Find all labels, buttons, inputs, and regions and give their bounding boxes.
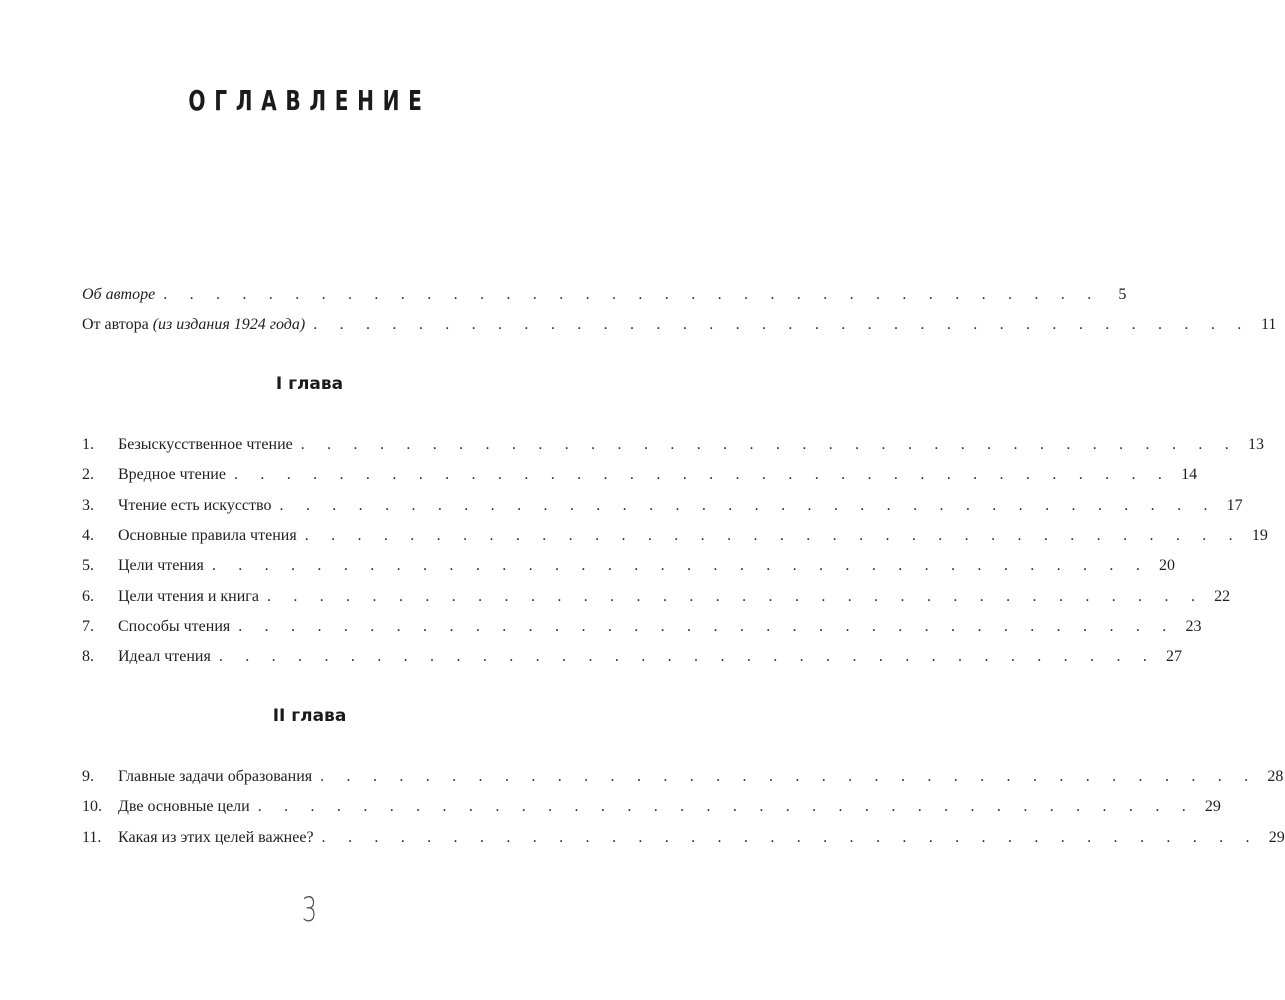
toc-leader-dots: . . . . . . . . . . . . . . . . . . . . . . . . . . . . . . . . . . . . (266, 587, 1205, 605)
chapter-heading-2: II глава (272, 706, 347, 726)
toc-page-number: 13 (1247, 436, 1264, 453)
toc-entry-number: 11. (82, 828, 102, 846)
toc-page-number: 14 (1181, 466, 1198, 484)
toc-entry-title: Основные правила чтения (118, 526, 297, 544)
page-number: 3 (301, 890, 318, 930)
toc-entry-number: 3. (82, 496, 94, 514)
toc-entry[interactable] (82, 434, 1264, 456)
toc-page-number: 17 (1226, 496, 1243, 514)
toc-entry-number: 8. (82, 648, 94, 666)
toc-entry-title: Безыскусственное чтение (118, 436, 293, 453)
toc-leader-dots: . . . . . . . . . . . . . . . . . . . . . . . . . . . . . . . . . . . . (304, 526, 1242, 544)
toc-leader-dots: . . . . . . . . . . . . . . . . . . . . . . . . . . . . . . . . . . . . (313, 316, 1251, 333)
toc-page-number: 19 (1251, 526, 1268, 544)
toc-entry-title: Идеал чтения (118, 648, 211, 666)
toc-leader-dots: . . . . . . . . . . . . . . . . . . . . . . . . . . . . . . . . . . . . (320, 768, 1258, 785)
toc-entry[interactable] (82, 525, 1268, 547)
toc-entry[interactable] (82, 464, 1198, 486)
toc-entry[interactable] (82, 766, 1284, 788)
chapter-heading-1: I глава (275, 374, 344, 394)
toc-entry-title: Цели чтения и книга (118, 587, 259, 605)
toc-entry[interactable] (82, 586, 1231, 608)
toc-entry-number: 1. (82, 436, 94, 453)
toc-leader-dots: . . . . . . . . . . . . . . . . . . . . . . . . . . . . . . . . . . . . (218, 648, 1157, 666)
toc-leader-dots: . . . . . . . . . . . . . . . . . . . . . . . . . . . . . . . . . . . . (211, 557, 1150, 575)
toc-entry[interactable] (82, 827, 1285, 849)
toc-page-number: 23 (1185, 617, 1202, 635)
toc-page-number: 28 (1267, 768, 1284, 785)
toc-entry-number: 5. (82, 557, 94, 575)
toc-leader-dots: . . . . . . . . . . . . . . . . . . . . . . . . . . . . . . . . . . . . (238, 617, 1176, 635)
toc-page-number: 20 (1159, 557, 1176, 575)
toc-page-number: 27 (1166, 648, 1183, 666)
toc-entry[interactable] (82, 646, 1183, 668)
toc-page-number: 22 (1214, 587, 1231, 605)
toc-entry-title: Какая из этих целей важнее? (118, 828, 314, 846)
toc-entry-number: 4. (82, 526, 94, 544)
toc-page-number: 11 (1261, 316, 1277, 333)
toc-page-number: 29 (1204, 798, 1221, 816)
toc-entry-title: Две основные цели (118, 798, 250, 816)
toc-entry[interactable] (82, 796, 1221, 818)
toc-entry[interactable] (82, 616, 1202, 638)
toc-entry-title: Главные задачи образования (118, 768, 313, 785)
toc-entry-number: 2. (82, 466, 94, 484)
toc-leader-dots: . . . . . . . . . . . . . . . . . . . . . . . . . . . . . . . . . . . . (163, 286, 1101, 303)
toc-leader-dots: . . . . . . . . . . . . . . . . . . . . . . . . . . . . . . . . . . . . (321, 828, 1259, 846)
toc-entry[interactable] (82, 495, 1243, 517)
toc-entry-title: Чтение есть искусство (118, 496, 272, 514)
toc-leader-dots: . . . . . . . . . . . . . . . . . . . . . . . . . . . . . . . . . . . . (257, 798, 1195, 816)
toc-leader-dots: . . . . . . . . . . . . . . . . . . . . . . . . . . . . . . . . . . . . (279, 496, 1217, 514)
toc-entry-from-author[interactable] (82, 314, 1277, 336)
toc-entry-title: От автора (из издания 1924 года) (82, 316, 306, 333)
page-title: ОГЛАВЛЕНИЕ (188, 84, 431, 117)
toc-entry-number: 7. (82, 617, 94, 635)
toc-entry-number: 6. (82, 587, 94, 605)
toc-entry-number: 9. (82, 768, 94, 785)
toc-entry-title: Цели чтения (118, 557, 204, 575)
toc-entry-title: Вредное чтение (118, 466, 226, 484)
toc-entry[interactable] (82, 555, 1176, 577)
toc-leader-dots: . . . . . . . . . . . . . . . . . . . . . . . . . . . . . . . . . . . . (233, 466, 1172, 484)
toc-entry-number: 10. (82, 798, 102, 816)
toc-page-number: 5 (1118, 286, 1127, 303)
toc-entry-title: Об авторе (82, 286, 156, 303)
toc-leader-dots: . . . . . . . . . . . . . . . . . . . . . . . . . . . . . . . . . . . . (300, 436, 1238, 453)
toc-entry-title: Способы чтения (118, 617, 231, 635)
toc-page-number: 29 (1268, 828, 1285, 846)
toc-entry-about-author[interactable] (82, 284, 1127, 306)
